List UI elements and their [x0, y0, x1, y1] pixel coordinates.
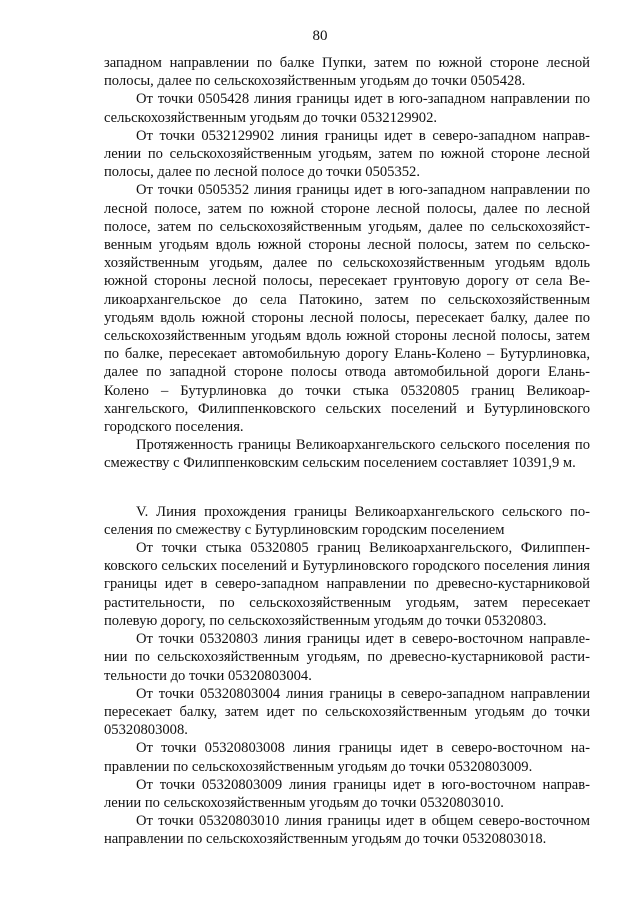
- paragraph-continuation: западном направлении по балке Пупки, затем по южной стороне лесной полосы, далее по сельскохозяйственным угодьям до точки 0505428.: [104, 55, 590, 90]
- paragraph-point-05320803008: От точки 05320803008 линия границы идет в северо-восточном направлении по сельскохозяйственным угодьям до точки 05320803009.: [104, 740, 590, 775]
- paragraph-point-0505352: От точки 0505352 линия границы идет в юго-западном направлении по лесной полосе, затем по южной стороне лесной полосы, далее по лесной полосе, затем по сельскохозяйственным угодьям, далее по сельскохозяйственным угодьям вдоль южной стороны лесной полосы, затем по сельскохозяйственным угодьям, далее по сельскохозяйственным угодьям вдоль южной стороны лесной полосы, пересекает грунтовую дорогу от села Великоархангельское до села Патокино, затем по сельскохозяйственным угодьям вдоль южной стороны лесной полосы, пересекает балку, далее по сельскохозяйственным угодьям вдоль южной стороны лесной полосы, затем по балке, пересекает автомобильную дорогу Елань-Колено – Бутурлиновка, далее по западной стороне полосы отвода автомобильной дороги Елань-Колено – Бутурлиновка до точки стыка 05320805 границ Великоархангельского, Филиппенковского сельских поселений и Бутурлиновского городского поселения.: [104, 182, 590, 436]
- paragraph-length-summary: Протяженность границы Великоархангельского сельского поселения по смежеству с Филиппенковским сельским поселением составляет 10391,9 м.: [104, 437, 590, 472]
- paragraph-point-0505428: От точки 0505428 линия границы идет в юго-западном направлении по сельскохозяйственным угодьям до точки 0532129902.: [104, 91, 590, 126]
- paragraph-point-0532129902: От точки 0532129902 линия границы идет в северо-западном направлении по сельскохозяйственным угодьям, затем по южной стороне лесной полосы, далее по лесной полосе до точки 0505352.: [104, 127, 590, 181]
- paragraph-point-05320803010: От точки 05320803010 линия границы идет в общем северо-восточном направлении по сельскохозяйственным угодьям до точки 05320803018.: [104, 813, 590, 848]
- paragraph-point-05320803004: От точки 05320803004 линия границы в северо-западном направлении пересекает балку, затем идет по сельскохозяйственным угодьям до точки 05320803008.: [104, 685, 590, 739]
- paragraph-point-05320803009: От точки 05320803009 линия границы идет в юго-восточном направлении по сельскохозяйственным угодьям до точки 05320803010.: [104, 776, 590, 811]
- paragraph-point-05320803: От точки 05320803 линия границы идет в северо-восточном направлении по сельскохозяйственным угодьям, по древесно-кустарниковой растительности до точки 05320803004.: [104, 631, 590, 684]
- section-heading-v: V. Линия прохождения границы Великоархангельского сельского поселения по смежеству с Бутурлиновским городским поселением: [104, 503, 590, 538]
- document-body: [104, 54, 590, 849]
- page-number: 80: [312, 28, 328, 44]
- paragraph-point-05320805: От точки стыка 05320805 границ Великоархангельского, Филиппенковского сельских поселений и Бутурлиновского городского поселения линия границы идет в северо-западном направлении по древесно-кустарниковой растительности, по сельскохозяйственным угодьям, затем пересекает полевую дорогу, по сельскохозяйственным угодьям до точки 05320803.: [104, 540, 590, 629]
